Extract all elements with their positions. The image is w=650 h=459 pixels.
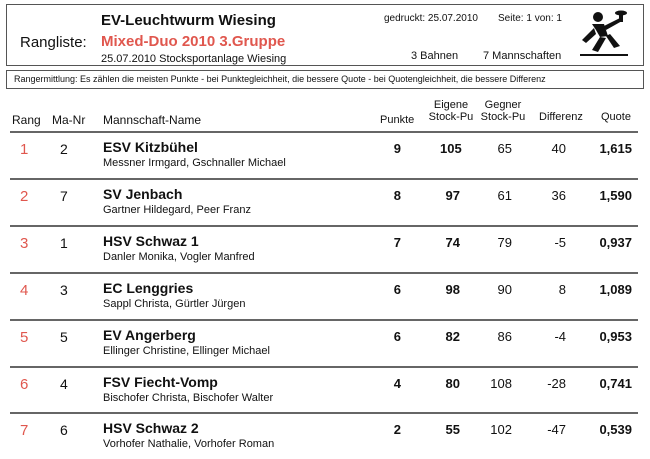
row-gegner: 65 xyxy=(497,141,512,156)
row-gegner: 86 xyxy=(497,329,512,344)
row-divider xyxy=(10,272,638,274)
header-rang: Rang xyxy=(12,113,41,127)
table-row xyxy=(0,366,650,413)
row-team: FSV Fiecht-Vomp xyxy=(103,374,218,390)
row-differenz: 40 xyxy=(551,141,566,156)
table-row xyxy=(0,272,650,319)
row-gegner: 61 xyxy=(497,188,512,203)
row-players: Vorhofer Nathalie, Vorhofer Roman xyxy=(103,438,275,450)
row-punkte: 9 xyxy=(393,141,401,156)
row-divider xyxy=(10,225,638,227)
row-rank: 4 xyxy=(20,282,29,299)
row-quote: 0,741 xyxy=(599,376,632,391)
row-team: EC Lenggries xyxy=(103,280,194,296)
row-rank: 2 xyxy=(20,188,29,205)
row-gegner: 90 xyxy=(497,282,512,297)
row-eigene: 97 xyxy=(445,188,460,203)
ranking-rule-text: Rangermittlung: Es zählen die meisten Punkte - bei Punktegleichheit, die bessere Quote - bei Quotengleichheit, die bessere Differenz xyxy=(14,74,546,84)
printed-date: gedruckt: 25.07.2010 xyxy=(384,13,478,24)
row-divider xyxy=(10,412,638,414)
row-punkte: 6 xyxy=(393,329,401,344)
list-label: Rangliste: xyxy=(20,34,87,51)
ranking-rule-box xyxy=(6,70,644,89)
row-rank: 3 xyxy=(20,235,29,252)
row-differenz: -47 xyxy=(547,422,566,437)
header-eigene xyxy=(426,99,476,123)
header-manr: Ma-Nr xyxy=(52,113,86,127)
row-punkte: 2 xyxy=(393,422,401,437)
row-players: Danler Monika, Vogler Manfred xyxy=(103,251,255,263)
row-quote: 0,539 xyxy=(599,422,632,437)
row-differenz: 36 xyxy=(551,188,566,203)
row-rank: 5 xyxy=(20,329,29,346)
row-differenz: -4 xyxy=(554,329,566,344)
row-divider xyxy=(10,131,638,133)
table-row xyxy=(0,225,650,272)
row-manr: 3 xyxy=(60,282,68,298)
row-gegner: 108 xyxy=(490,376,512,391)
row-team: ESV Kitzbühel xyxy=(103,139,198,155)
row-quote: 0,953 xyxy=(599,329,632,344)
row-players: Ellinger Christine, Ellinger Michael xyxy=(103,345,270,357)
header-gegner-line2: Stock-Pu xyxy=(480,111,526,123)
row-quote: 1,089 xyxy=(599,282,632,297)
row-gegner: 79 xyxy=(497,235,512,250)
row-team: HSV Schwaz 1 xyxy=(103,233,199,249)
row-punkte: 4 xyxy=(393,376,401,391)
row-manr: 1 xyxy=(60,235,68,251)
row-eigene: 80 xyxy=(445,376,460,391)
header-punkte: Punkte xyxy=(380,114,415,126)
row-eigene: 55 xyxy=(445,422,460,437)
page-number: Seite: 1 von: 1 xyxy=(498,13,562,24)
row-manr: 6 xyxy=(60,422,68,438)
row-gegner: 102 xyxy=(490,422,512,437)
row-quote: 0,937 xyxy=(599,235,632,250)
row-punkte: 6 xyxy=(393,282,401,297)
row-eigene: 74 xyxy=(445,235,460,250)
row-divider xyxy=(10,366,638,368)
row-quote: 1,615 xyxy=(599,141,632,156)
row-team: SV Jenbach xyxy=(103,186,183,202)
header-eigene-line2: Stock-Pu xyxy=(428,111,474,123)
row-differenz: -28 xyxy=(547,376,566,391)
row-eigene: 98 xyxy=(445,282,460,297)
row-differenz: 8 xyxy=(558,282,566,297)
row-players: Messner Irmgard, Gschnaller Michael xyxy=(103,157,286,169)
header-gegner-line1: Gegner xyxy=(484,99,522,111)
table-row xyxy=(0,319,650,366)
teams-count: 7 Mannschaften xyxy=(483,50,562,62)
row-rank: 1 xyxy=(20,141,29,158)
row-manr: 7 xyxy=(60,188,68,204)
row-punkte: 8 xyxy=(393,188,401,203)
row-manr: 4 xyxy=(60,376,68,392)
table-row xyxy=(0,412,650,459)
row-differenz: -5 xyxy=(554,235,566,250)
row-rank: 7 xyxy=(20,422,29,439)
row-players: Sappl Christa, Gürtler Jürgen xyxy=(103,298,246,310)
table-row xyxy=(0,178,650,225)
row-manr: 5 xyxy=(60,329,68,345)
row-quote: 1,590 xyxy=(599,188,632,203)
table-row xyxy=(0,131,650,178)
header-differenz: Differenz xyxy=(539,111,583,123)
row-players: Gartner Hildegard, Peer Franz xyxy=(103,204,251,216)
organizer-name: EV-Leuchtwurm Wiesing xyxy=(101,12,276,29)
row-team: EV Angerberg xyxy=(103,327,196,343)
row-eigene: 105 xyxy=(440,141,462,156)
row-manr: 2 xyxy=(60,141,68,157)
row-eigene: 82 xyxy=(445,329,460,344)
header-gegner xyxy=(478,99,528,123)
row-punkte: 7 xyxy=(393,235,401,250)
row-players: Bischofer Christa, Bischofer Walter xyxy=(103,392,274,404)
row-divider xyxy=(10,178,638,180)
header-team: Mannschaft-Name xyxy=(103,113,202,127)
date-venue: 25.07.2010 Stocksportanlage Wiesing xyxy=(101,53,287,65)
curler-logo-icon xyxy=(578,10,630,58)
header-quote: Quote xyxy=(601,111,631,123)
lanes-count: 3 Bahnen xyxy=(411,50,459,62)
row-team: HSV Schwaz 2 xyxy=(103,420,199,436)
row-rank: 6 xyxy=(20,376,29,393)
competition-title: Mixed-Duo 2010 3.Gruppe xyxy=(101,33,286,50)
header-eigene-line1: Eigene xyxy=(433,99,469,111)
row-divider xyxy=(10,319,638,321)
